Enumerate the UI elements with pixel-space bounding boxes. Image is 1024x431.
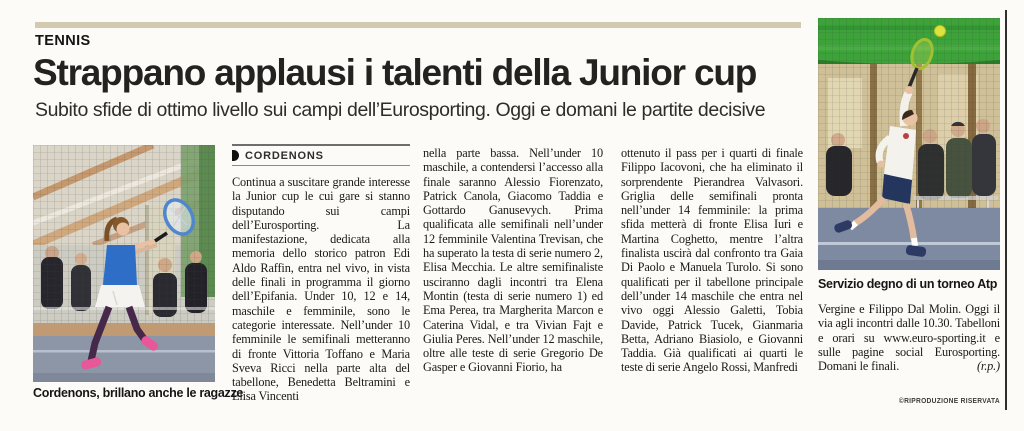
article-column-4-text: Vergine e Filippo Dal Molin. Oggi il via agli incontri dalle 10.30. Tabelloni e orari su www.euro-sporting.it e sulle pagine social Eurosporting. Domani le finali. <box>818 302 1000 374</box>
copyright-notice: ©RIPRODUZIONE RISERVATA <box>898 398 1000 405</box>
page-column-divider <box>1005 10 1007 410</box>
headline: Strappano applausi i talenti della Junior cup <box>33 52 757 93</box>
left-photo-illustration <box>33 145 215 382</box>
subheadline: Subito sfide di ottimo livello sui campi dell’Eurosporting. Oggi e domani le partite decisive <box>35 99 766 121</box>
article-column-3: ottenuto il pass per i quarti di finale Filippo Iacovoni, che ha eliminato il sorprendente Pierandrea Valvasori. Griglia delle semifinali pronta nell’under 14 femminile: la prima sfida metterà di fronte Elisa Iuri e Martina Coghetto, mentre l’altra finalista uscirà dal confronto tra Gaia Di Paolo e Manuela Turolo. Si sono qualificati per il tabellone principale dell’under 14 maschile che entra nel vivo oggi Alessio Galetti, Tobia Davide, Patrick Tucek, Gianmaria Betta, Adriano Biasiolo, e Giovanni Taddia. Già qualificati ai quarti le teste di serie Angelo Rossi, Manfredi <box>621 146 803 375</box>
article-column-2: nella parte bassa. Nell’under 10 maschile, a contendersi l’accesso alla finale saranno Alessio Fiorenzato, Patrick Canola, Giacomo Taddia e Gottardo Ganusevych. Prima qualificata alle semifinali nell’under 12 femminile Valentina Trevisan, che ha superato la testa di serie numero 2, Elisa Mecchia. Le altre semifinaliste usciranno dagli incontri tra Elena Montin (testa di serie numero 1) ed Ema Perea, tra Margherita Marcon e Caterina Vidal, e tra Vivian Fajt e Giulia Peres. Nell’under 12 maschile, oltre alle teste di serie Gregorio De Gasper e Giovanni Fiorio, ha <box>423 146 603 375</box>
kicker-label: CORDENONS <box>245 149 324 162</box>
article-column-4 <box>818 302 1000 373</box>
section-label: TENNIS <box>35 33 91 49</box>
right-photo-boy-serving <box>818 18 1000 270</box>
article-column-1: Continua a suscitare grande interesse la Junior cup le cui gare si stanno disputando sui campi dell’Eurosporting. La manifestazione, dedicata alla memoria dello storico patron Edi Aldo Raffin, entra nel vivo, in vista delle finali in programma il giorno dell’Epifania. Under 10, 12 e 14, maschile e femminile, sono le categorie interessate. Nell’under 10 femminile le semifinali metteranno di fronte Vittoria Toffano e Maria Sveva Ricci nella parte alta del tabellone, Benedetta Beltramini e Elisa Vincenti <box>232 175 410 404</box>
kicker-block <box>232 144 410 166</box>
right-photo-illustration <box>818 18 1000 270</box>
byline: (r.p.) <box>976 359 1000 374</box>
left-photo-girl-tennis <box>33 145 215 382</box>
right-photo-caption: Servizio degno di un torneo Atp <box>818 277 998 291</box>
left-photo-caption: Cordenons, brillano anche le ragazze <box>33 386 244 400</box>
kicker-marker-icon <box>232 150 239 161</box>
section-top-rule <box>35 22 801 28</box>
